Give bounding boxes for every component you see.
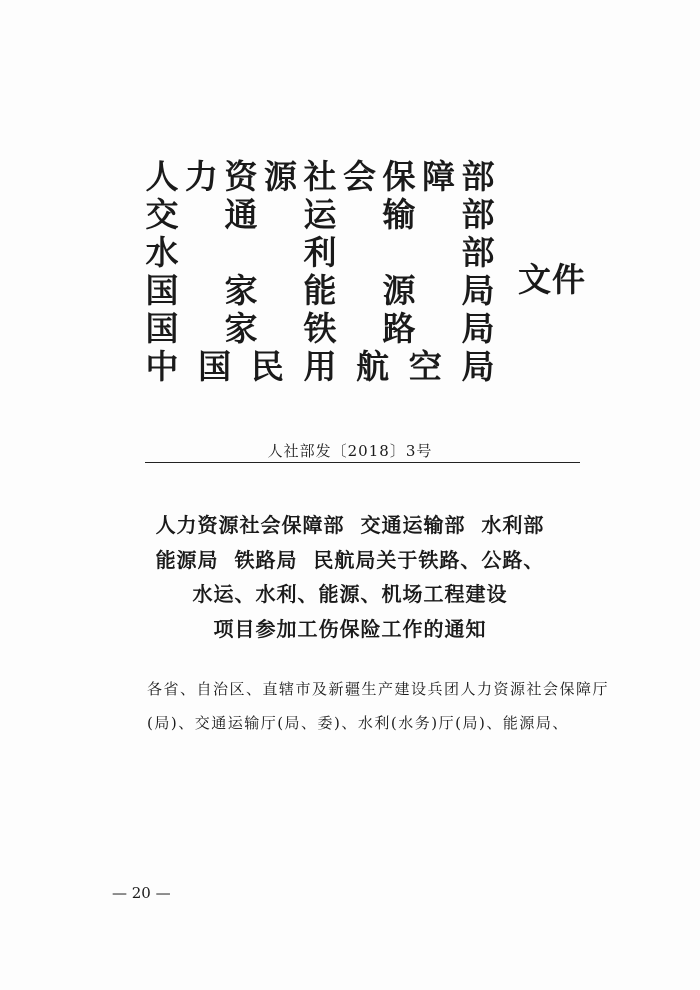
- issuer-char: 空: [408, 347, 442, 386]
- body-line: (局)、交通运输厅(局、委)、水利(水务)厅(局)、能源局、: [147, 714, 569, 732]
- issuer-char: 通: [224, 195, 258, 234]
- issuer-char: 部: [461, 157, 495, 196]
- document-body: [147, 672, 610, 740]
- title-line: 能源局 铁路局 民航局关于铁路、公路、: [155, 547, 545, 572]
- issuer-char: 中: [145, 347, 179, 386]
- issuer-row: [145, 272, 495, 310]
- document-number: 人社部发〔2018〕3号: [267, 442, 433, 460]
- issuer-char: 社: [303, 157, 337, 196]
- title-line: 水运、水利、能源、机场工程建设: [192, 582, 508, 606]
- issuer-char: 能: [303, 271, 337, 310]
- issuer-char: 障: [422, 157, 455, 196]
- issuer-char: 力: [185, 157, 218, 196]
- title-line: 人力资源社会保障部 交通运输部 水利部: [155, 513, 545, 537]
- issuer-char: 局: [461, 347, 495, 386]
- issuer-char: 国: [198, 347, 232, 386]
- title-line: 项目参加工伤保险工作的通知: [213, 616, 487, 641]
- issuer-row: [145, 196, 495, 234]
- issuer-char: 利: [303, 233, 337, 272]
- document-title: [0, 508, 700, 646]
- issuer-char: 局: [461, 309, 495, 348]
- issuer-char: 人: [145, 157, 179, 196]
- issuer-char: 保: [382, 157, 416, 196]
- issuer-char: 铁: [303, 309, 337, 348]
- document-suffix: 文件: [518, 260, 586, 299]
- page-number: — 20 —: [112, 884, 171, 902]
- issuer-row: [145, 158, 495, 196]
- issuer-row: [145, 348, 495, 386]
- issuer-char: 源: [382, 271, 416, 310]
- issuer-char: 交: [145, 195, 179, 234]
- header-divider: [145, 462, 580, 463]
- issuer-char: 会: [343, 157, 376, 196]
- body-line: 各省、自治区、直辖市及新疆生产建设兵团人力资源社会保障厅: [147, 680, 610, 698]
- issuer-char: 源: [264, 157, 297, 196]
- issuer-char: 用: [303, 347, 337, 386]
- issuing-authorities: [145, 158, 495, 386]
- issuer-char: 部: [461, 233, 495, 272]
- issuer-char: 国: [145, 271, 179, 310]
- issuer-char: 家: [224, 309, 258, 348]
- issuer-char: 局: [461, 271, 495, 310]
- issuer-row: [145, 234, 495, 272]
- issuer-char: 水: [145, 233, 179, 272]
- issuer-char: 路: [382, 309, 416, 348]
- issuer-char: 输: [382, 195, 416, 234]
- issuer-char: 民: [250, 347, 284, 386]
- issuer-char: 国: [145, 309, 179, 348]
- issuer-char: 家: [224, 271, 258, 310]
- issuer-char: 资: [224, 157, 258, 196]
- issuer-char: 运: [303, 195, 337, 234]
- issuer-char: 航: [356, 347, 390, 386]
- issuer-row: [145, 310, 495, 348]
- issuer-char: 部: [461, 195, 495, 234]
